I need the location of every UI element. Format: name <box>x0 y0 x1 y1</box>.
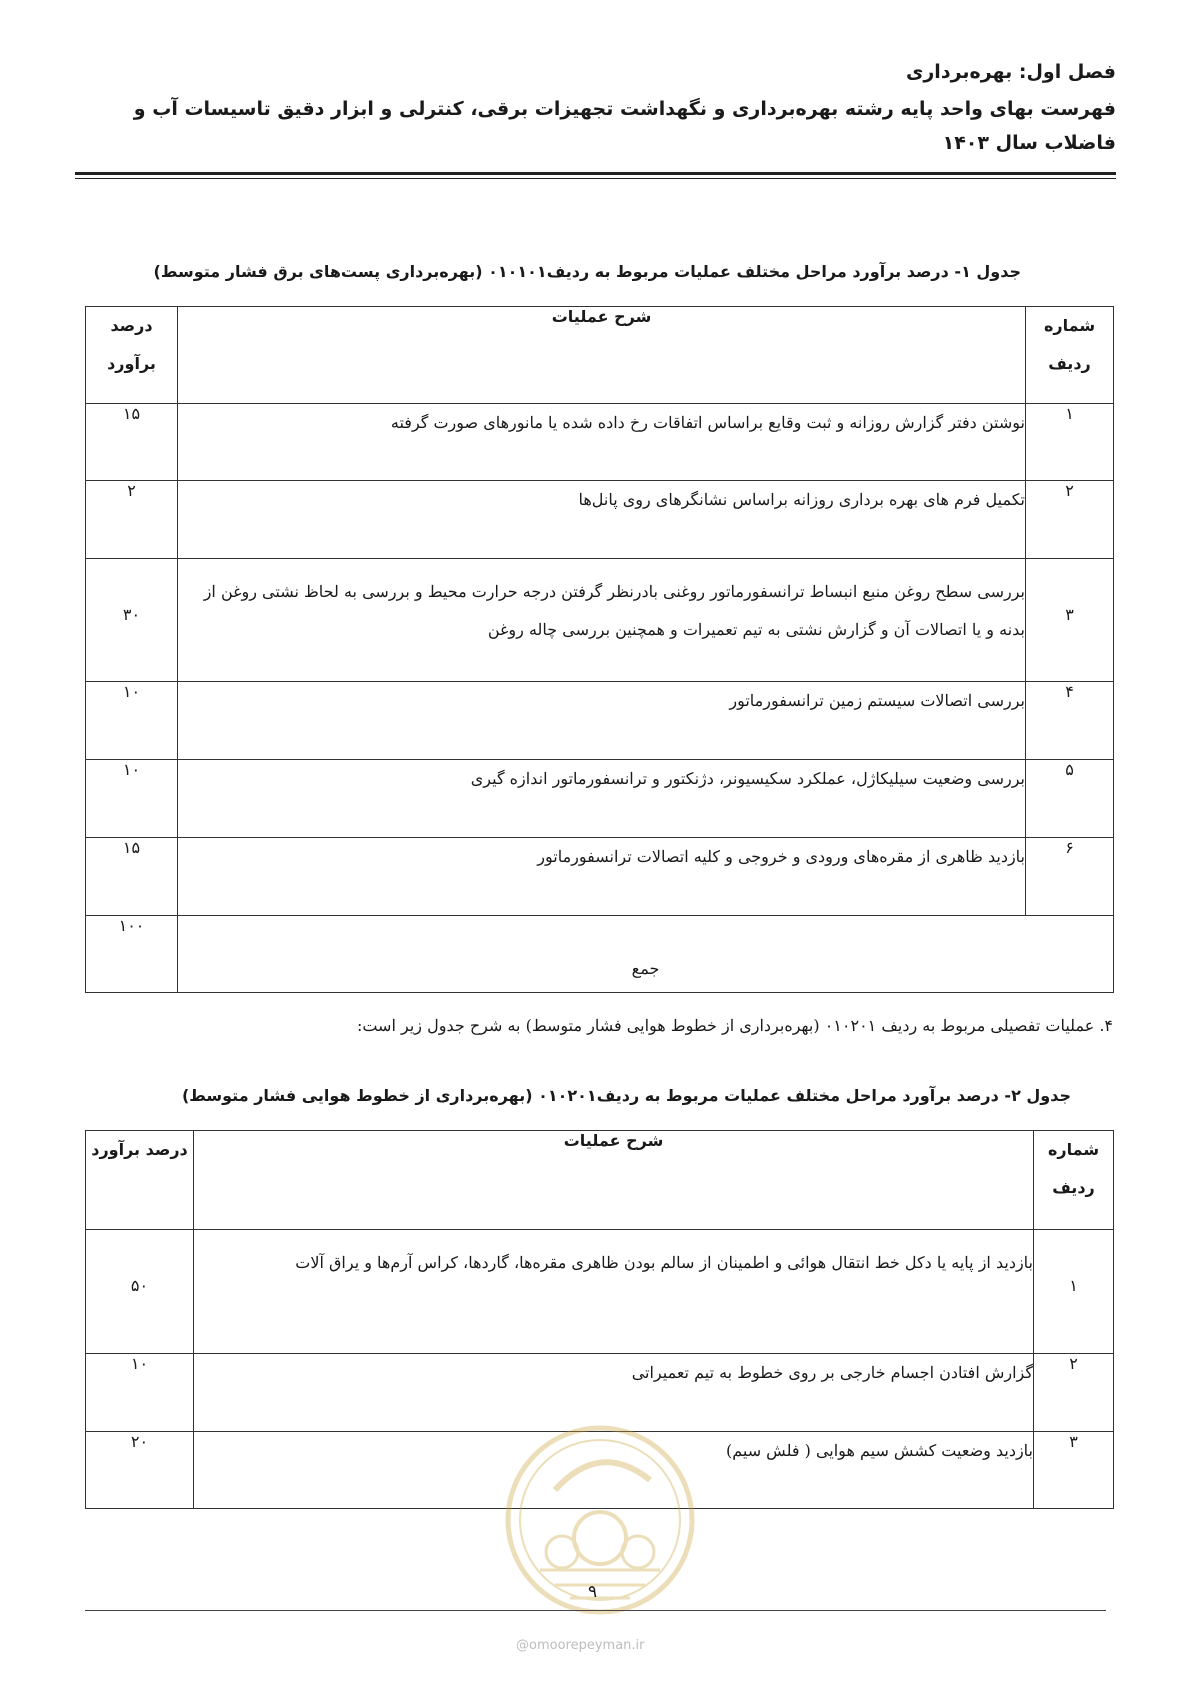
row-description: بررسی اتصالات سیستم زمین ترانسفورماتور <box>178 682 1026 760</box>
row-number: ۶ <box>1026 838 1114 916</box>
table-row <box>86 682 1114 760</box>
row-description: بازدید ظاهری از مقره‌های ورودی و خروجی و کلیه اتصالات ترانسفورماتور <box>178 838 1026 916</box>
row-description: بررسی وضعیت سیلیکاژل، عملکرد سکیسیونر، دژنکتور و ترانسفورماتور اندازه گیری <box>178 760 1026 838</box>
row-description: نوشتن دفتر گزارش روزانه و ثبت وقایع براساس اتفاقات رخ داده شده یا مانورهای صورت گرفته <box>178 404 1026 481</box>
row-number: ۳ <box>1034 1432 1114 1509</box>
table-row <box>86 559 1114 682</box>
operations-table-1 <box>85 306 1114 993</box>
header-percent: درصد برآورد <box>86 1131 194 1230</box>
total-percent: ۱۰۰ <box>86 916 178 993</box>
row-number: ۲ <box>1034 1354 1114 1432</box>
row-number: ۱ <box>1026 404 1114 481</box>
row-number: ۳ <box>1026 559 1114 682</box>
table2-caption: جدول ۲- درصد برآورد مراحل مختلف عملیات مربوط به ردیف۰۱۰۲۰۱ (بهره‌برداری از خطوط هوایی فشار متوسط) <box>181 1086 1071 1105</box>
row-number: ۴ <box>1026 682 1114 760</box>
header-rule-thin <box>75 178 1116 179</box>
row-percent: ۲۰ <box>86 1432 194 1509</box>
total-label: جمع <box>178 916 1114 993</box>
section-note: ۴. عملیات تفصیلی مربوط به ردیف ۰۱۰۲۰۱ (بهره‌برداری از خطوط هوایی فشار متوسط) به شرح جدول زیر است: <box>356 1016 1113 1035</box>
row-percent: ۳۰ <box>86 559 178 682</box>
row-percent: ۱۵ <box>86 404 178 481</box>
header-row-number: شماره ردیف <box>1034 1131 1114 1230</box>
table1-caption: جدول ۱- درصد برآورد مراحل مختلف عملیات مربوط به ردیف۰۱۰۱۰۱ (بهره‌برداری پست‌های برق فشار متوسط) <box>153 262 1021 281</box>
row-percent: ۱۵ <box>86 838 178 916</box>
table-total-row <box>86 916 1114 993</box>
header-rule-thick <box>75 172 1116 175</box>
footer-rule <box>85 1610 1106 1611</box>
header-description: شرح عملیات <box>178 307 1026 404</box>
row-description: تکمیل فرم های بهره برداری روزانه براساس نشانگرهای روی پانل‌ها <box>178 481 1026 559</box>
row-percent: ۱۰ <box>86 760 178 838</box>
table-row <box>86 838 1114 916</box>
row-number: ۲ <box>1026 481 1114 559</box>
row-percent: ۱۰ <box>86 1354 194 1432</box>
row-description: گزارش افتادن اجسام خارجی بر روی خطوط به تیم تعمیراتی <box>194 1354 1034 1432</box>
page-header <box>75 58 1116 160</box>
row-percent: ۱۰ <box>86 682 178 760</box>
table-row <box>86 760 1114 838</box>
table-header-row <box>86 307 1114 404</box>
chapter-title: فصل اول: بهره‌برداری <box>905 61 1116 83</box>
row-number: ۱ <box>1034 1230 1114 1354</box>
header-percent: درصد برآورد <box>86 307 178 404</box>
header-description: شرح عملیات <box>194 1131 1034 1230</box>
row-percent: ۲ <box>86 481 178 559</box>
table-row <box>86 404 1114 481</box>
row-description: بازدید از پایه یا دکل خط انتقال هوائی و اطمینان از سالم بودن ظاهری مقره‌ها، گاردها، کراس آرم‌ها و یراق آلات <box>194 1230 1034 1354</box>
row-percent: ۵۰ <box>86 1230 194 1354</box>
website-watermark: @omoorepeyman.ir <box>516 1638 645 1653</box>
row-description: بازدید وضعیت کشش سیم هوایی ( فلش سیم) <box>194 1432 1034 1509</box>
watermark-logo <box>500 1420 700 1620</box>
row-description: بررسی سطح روغن منبع انبساط ترانسفورماتور روغنی بادرنظر گرفتن درجه حرارت محیط و بررسی به لحاظ نشتی روغن از بدنه و یا اتصالات آن و گزارش نشتی به تیم تعمیرات و همچنین بررسی چاله روغن <box>178 559 1026 682</box>
table-row <box>86 1230 1114 1354</box>
table-row <box>86 481 1114 559</box>
page-number: ۹ <box>588 1582 598 1602</box>
document-title: فهرست بهای واحد پایه رشته بهره‌برداری و نگهداشت تجهیزات برقی، کنترلی و ابزار دقیق تاسیسات آب و فاضلاب سال ۱۴۰۳ <box>133 98 1116 154</box>
row-number: ۵ <box>1026 760 1114 838</box>
table-header-row <box>86 1131 1114 1230</box>
header-row-number: شماره ردیف <box>1026 307 1114 404</box>
